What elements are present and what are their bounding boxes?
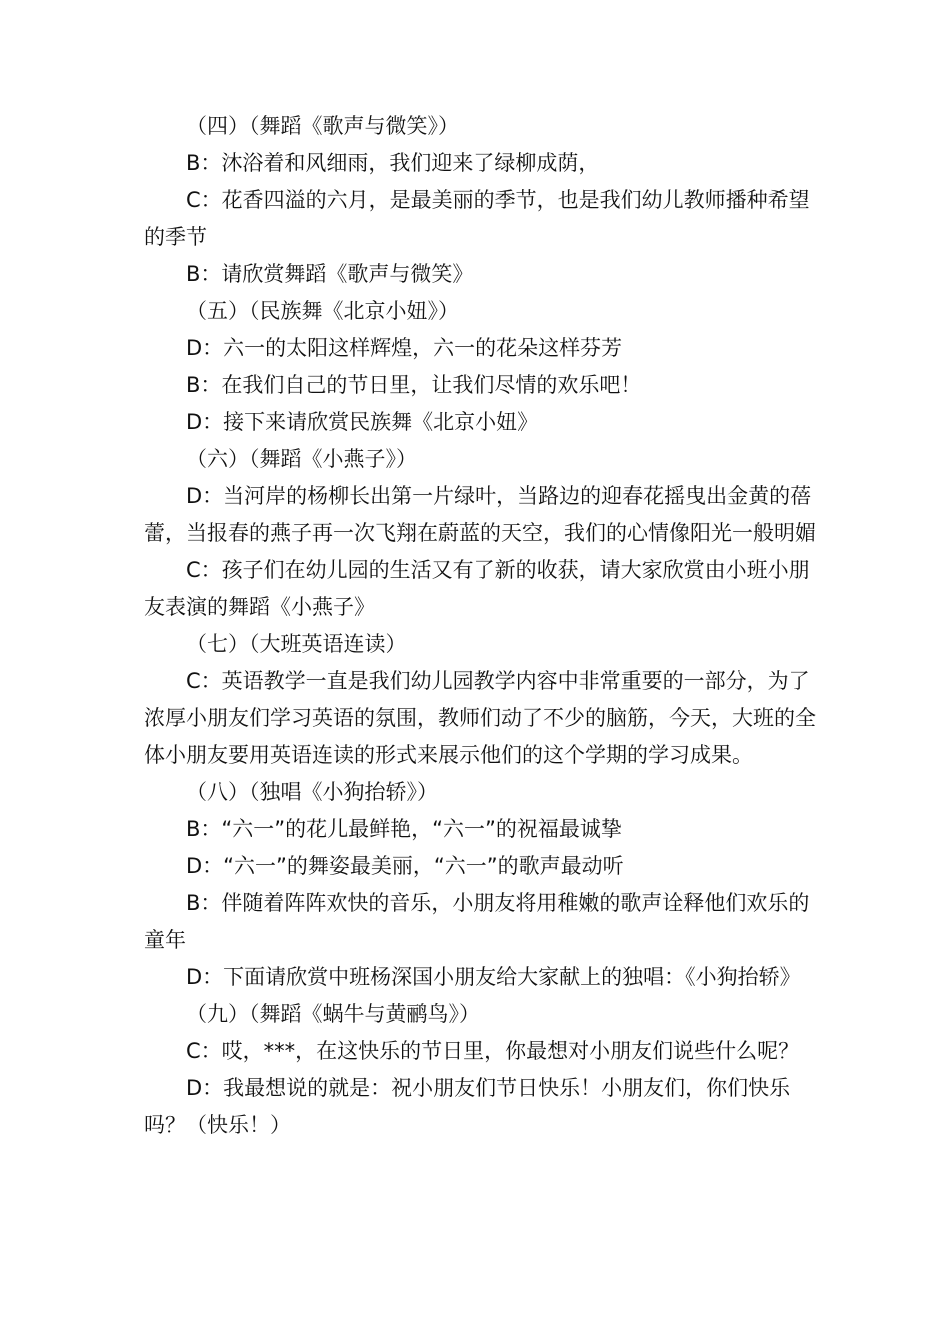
dialogue-line: B：在我们自己的节日里，让我们尽情的欢乐吧！ [186, 373, 642, 397]
dialogue-line: D：接下来请欣赏民族舞《北京小妞》 [186, 410, 539, 434]
dialogue-line: D：六一的太阳这样辉煌，六一的花朵这样芬芳 [186, 336, 623, 360]
document-body [144, 108, 830, 1144]
dialogue-line: D：当河岸的杨柳长出第一片绿叶，当路边的迎春花摇曳出金黄的蓓蕾，当报春的燕子再一次飞翔在蔚蓝的天空，我们的心情像阳光一般明媚 [144, 484, 816, 545]
dialogue-line: B：伴随着阵阵欢快的音乐，小朋友将用稚嫩的歌声诠释他们欢乐的童年 [144, 891, 810, 952]
dialogue-line: B：“六一”的花儿最鲜艳，“六一”的祝福最诚挚 [186, 817, 622, 841]
section-heading-6: （六）（舞蹈《小燕子》） [186, 447, 417, 471]
section-heading-8: （八）（独唱《小狗抬轿》） [186, 780, 438, 804]
dialogue-line: C：哎，***，在这快乐的节日里，你最想对小朋友们说些什么呢？ [186, 1039, 800, 1063]
section-heading-4: （四）（舞蹈《歌声与微笑》） [186, 114, 459, 138]
dialogue-line: D：下面请欣赏中班杨深国小朋友给大家献上的独唱：《小狗抬轿》 [186, 965, 801, 989]
dialogue-line: D：我最想说的就是：祝小朋友们节日快乐！小朋友们，你们快乐吗？（快乐！） [144, 1076, 791, 1137]
dialogue-line: D：“六一”的舞姿最美丽，“六一”的歌声最动听 [186, 854, 624, 878]
section-heading-7: （七）（大班英语连读） [186, 632, 407, 656]
dialogue-line: C：花香四溢的六月，是最美丽的季节，也是我们幼儿教师播种希望的季节 [144, 188, 810, 249]
dialogue-line: B：请欣赏舞蹈《歌声与微笑》 [186, 262, 474, 286]
section-heading-9: （九）（舞蹈《蜗牛与黄鹂鸟》） [186, 1002, 480, 1026]
section-heading-5: （五）（民族舞《北京小妞》） [186, 299, 459, 323]
dialogue-line: C：孩子们在幼儿园的生活又有了新的收获，请大家欣赏由小班小朋友表演的舞蹈《小燕子》 [144, 558, 810, 619]
dialogue-line: B：沐浴着和风细雨，我们迎来了绿柳成荫， [186, 151, 600, 175]
dialogue-line: C：英语教学一直是我们幼儿园教学内容中非常重要的一部分，为了浓厚小朋友们学习英语的氛围，教师们动了不少的脑筋，今天，大班的全体小朋友要用英语连读的形式来展示他们的这个学期的学习成果。 [144, 669, 816, 767]
